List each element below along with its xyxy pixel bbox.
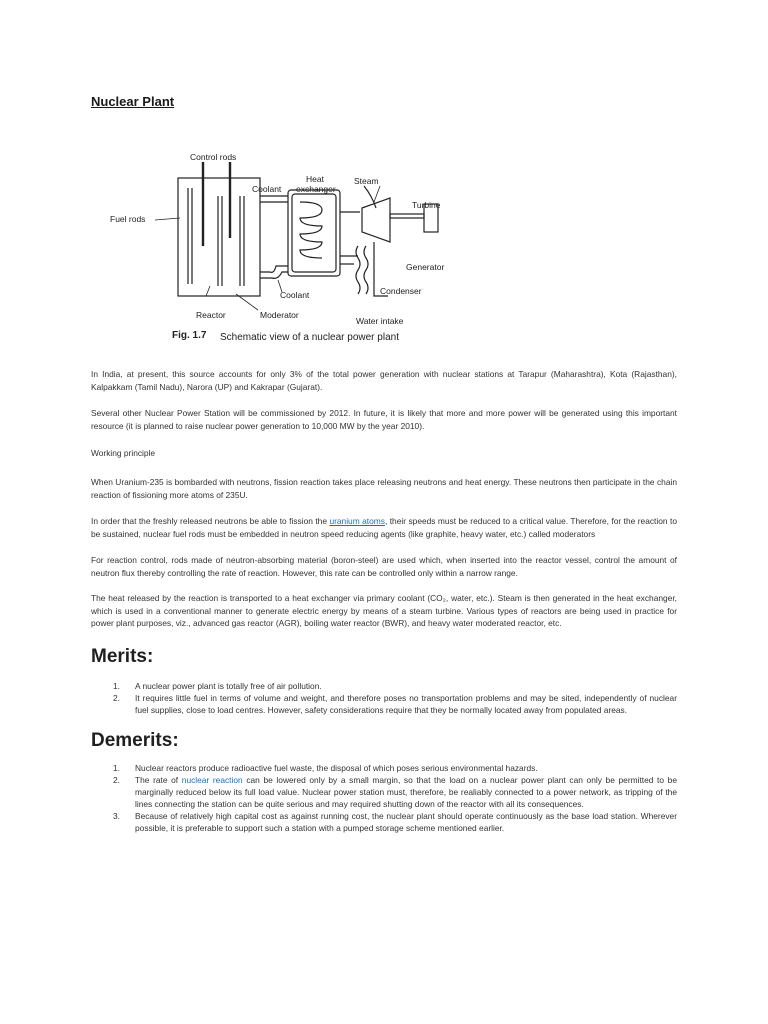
list-item-text [135,774,677,810]
label-steam: Steam [354,176,379,186]
label-fuel-rods: Fuel rods [110,214,146,224]
label-turbine: Turbine [412,200,441,210]
merits-heading: Merits: [91,646,154,667]
list-item-number: 1. [113,681,120,691]
label-heat-1: Heat [306,174,324,184]
list-item-number: 2. [113,693,120,703]
list-item-text: It requires little fuel in terms of volume and weight, and therefore poses no transportation problems and may be sited, independently of nuclear fuel supplies, close to load centres. However, safety considerations require that they be normally located away from populated areas. [135,693,677,715]
list-item-number: 3. [113,811,120,821]
turbine [362,198,390,242]
schematic-svg [110,146,445,346]
paragraph-moderators [91,515,677,540]
moderators-text-a: In order that the freshly released neutrons be able to fission the [91,516,330,526]
demerit-2-text-b: can be lowered only by a small margin, so that the load on a nuclear power plant can only be permitted to be marginally reduced below its full load value. Nuclear power station must, therefore, be realiably connected to a power network, as tripping of the lines connecting the station can be quite serious and may required shutting down of the reactor with all its consequences. [135,775,677,809]
label-moderator: Moderator [260,310,299,320]
label-reactor: Reactor [196,310,226,320]
figure-caption-text: Schematic view of a nuclear power plant [220,332,399,343]
reactor-vessel [178,178,260,296]
page-title: Nuclear Plant [91,94,175,109]
list-item-text: Nuclear reactors produce radioactive fuel waste, the disposal of which poses serious environmental hazards. [135,763,538,773]
label-water-intake: Water intake [356,316,404,326]
label-control-rods: Control rods [190,152,237,162]
label-heat-2: exchanger [296,184,336,194]
list-item [91,680,677,692]
list-item [91,774,677,810]
paragraph-heat-transport: The heat released by the reaction is transported to a heat exchanger via primary coolant (CO₂, water, etc.). Steam is then generated in the heat exchanger, which is used in a conventional manner to generate electric energy by means of a steam turbine. Various types of reactors are being used in practice for power plant purposes, viz., advanced gas reactor (AGR), boiling water reactor (BWR), and heavy water moderated reactor, etc. [91,593,677,628]
label-coolant-top: Coolant [252,184,282,194]
figure-caption-number: Fig. 1.7 [172,330,207,341]
paragraph-future-plans: Several other Nuclear Power Station will be commissioned by 2012. In future, it is likely that more and more power will be generated using this important resource (it is planned to raise nuclear power generation to 10,000 MW by the year 2010). [91,408,677,431]
label-generator: Generator [406,262,445,272]
list-item-number: 1. [113,763,120,773]
demerits-heading: Demerits: [91,730,179,751]
list-item [91,692,677,716]
merits-list [91,680,677,716]
paragraph-fission: When Uranium-235 is bombarded with neutrons, fission reaction takes place releasing neutrons and heat energy. These neutrons then participate in the chain reaction of fissioning more atoms of 235U. [91,477,677,500]
paragraph-reaction-control: For reaction control, rods made of neutron-absorbing material (boron-steel) are used which, when inserted into the reactor vessel, control the amount of neutron flux thereby controlling the rate of reaction. However, this rate can be controlled only within a narrow range. [91,555,677,578]
label-coolant-bottom: Coolant [280,290,310,300]
moderators-text-b: , their speeds must be reduced to a critical value. Therefore, for the reaction to be sustained, nuclear fuel rods must be embedded in neutron speed reducing agents (like graphite, heavy water, etc.) called moderators [91,516,677,539]
demerit-2-text-a: The rate of [135,775,182,785]
list-item [91,810,677,834]
list-item-number: 2. [113,775,120,785]
nuclear-reaction-link[interactable]: nuclear reaction [181,775,243,785]
uranium-atoms-link[interactable]: uranium atoms [329,516,385,526]
list-item-text: Because of relatively high capital cost as against running cost, the nuclear plant should operate continuously as the base load station. Wherever possible, it is preferable to support such a station with a pumped storage scheme mentioned earlier. [135,811,677,833]
list-item-text: A nuclear power plant is totally free of air pollution. [135,681,322,691]
list-item [91,762,677,774]
label-condenser: Condenser [380,286,422,296]
nuclear-plant-schematic [110,146,445,346]
paragraph-working-principle-heading: Working principle [91,448,156,458]
paragraph-india-share: In India, at present, this source accounts for only 3% of the total power generation with nuclear stations at Tarapur (Maharashtra), Kota (Rajasthan), Kalpakkam (Tamil Nadu), Narora (UP) and Kakrapar (Gujarat). [91,369,677,392]
demerits-list [91,762,677,834]
